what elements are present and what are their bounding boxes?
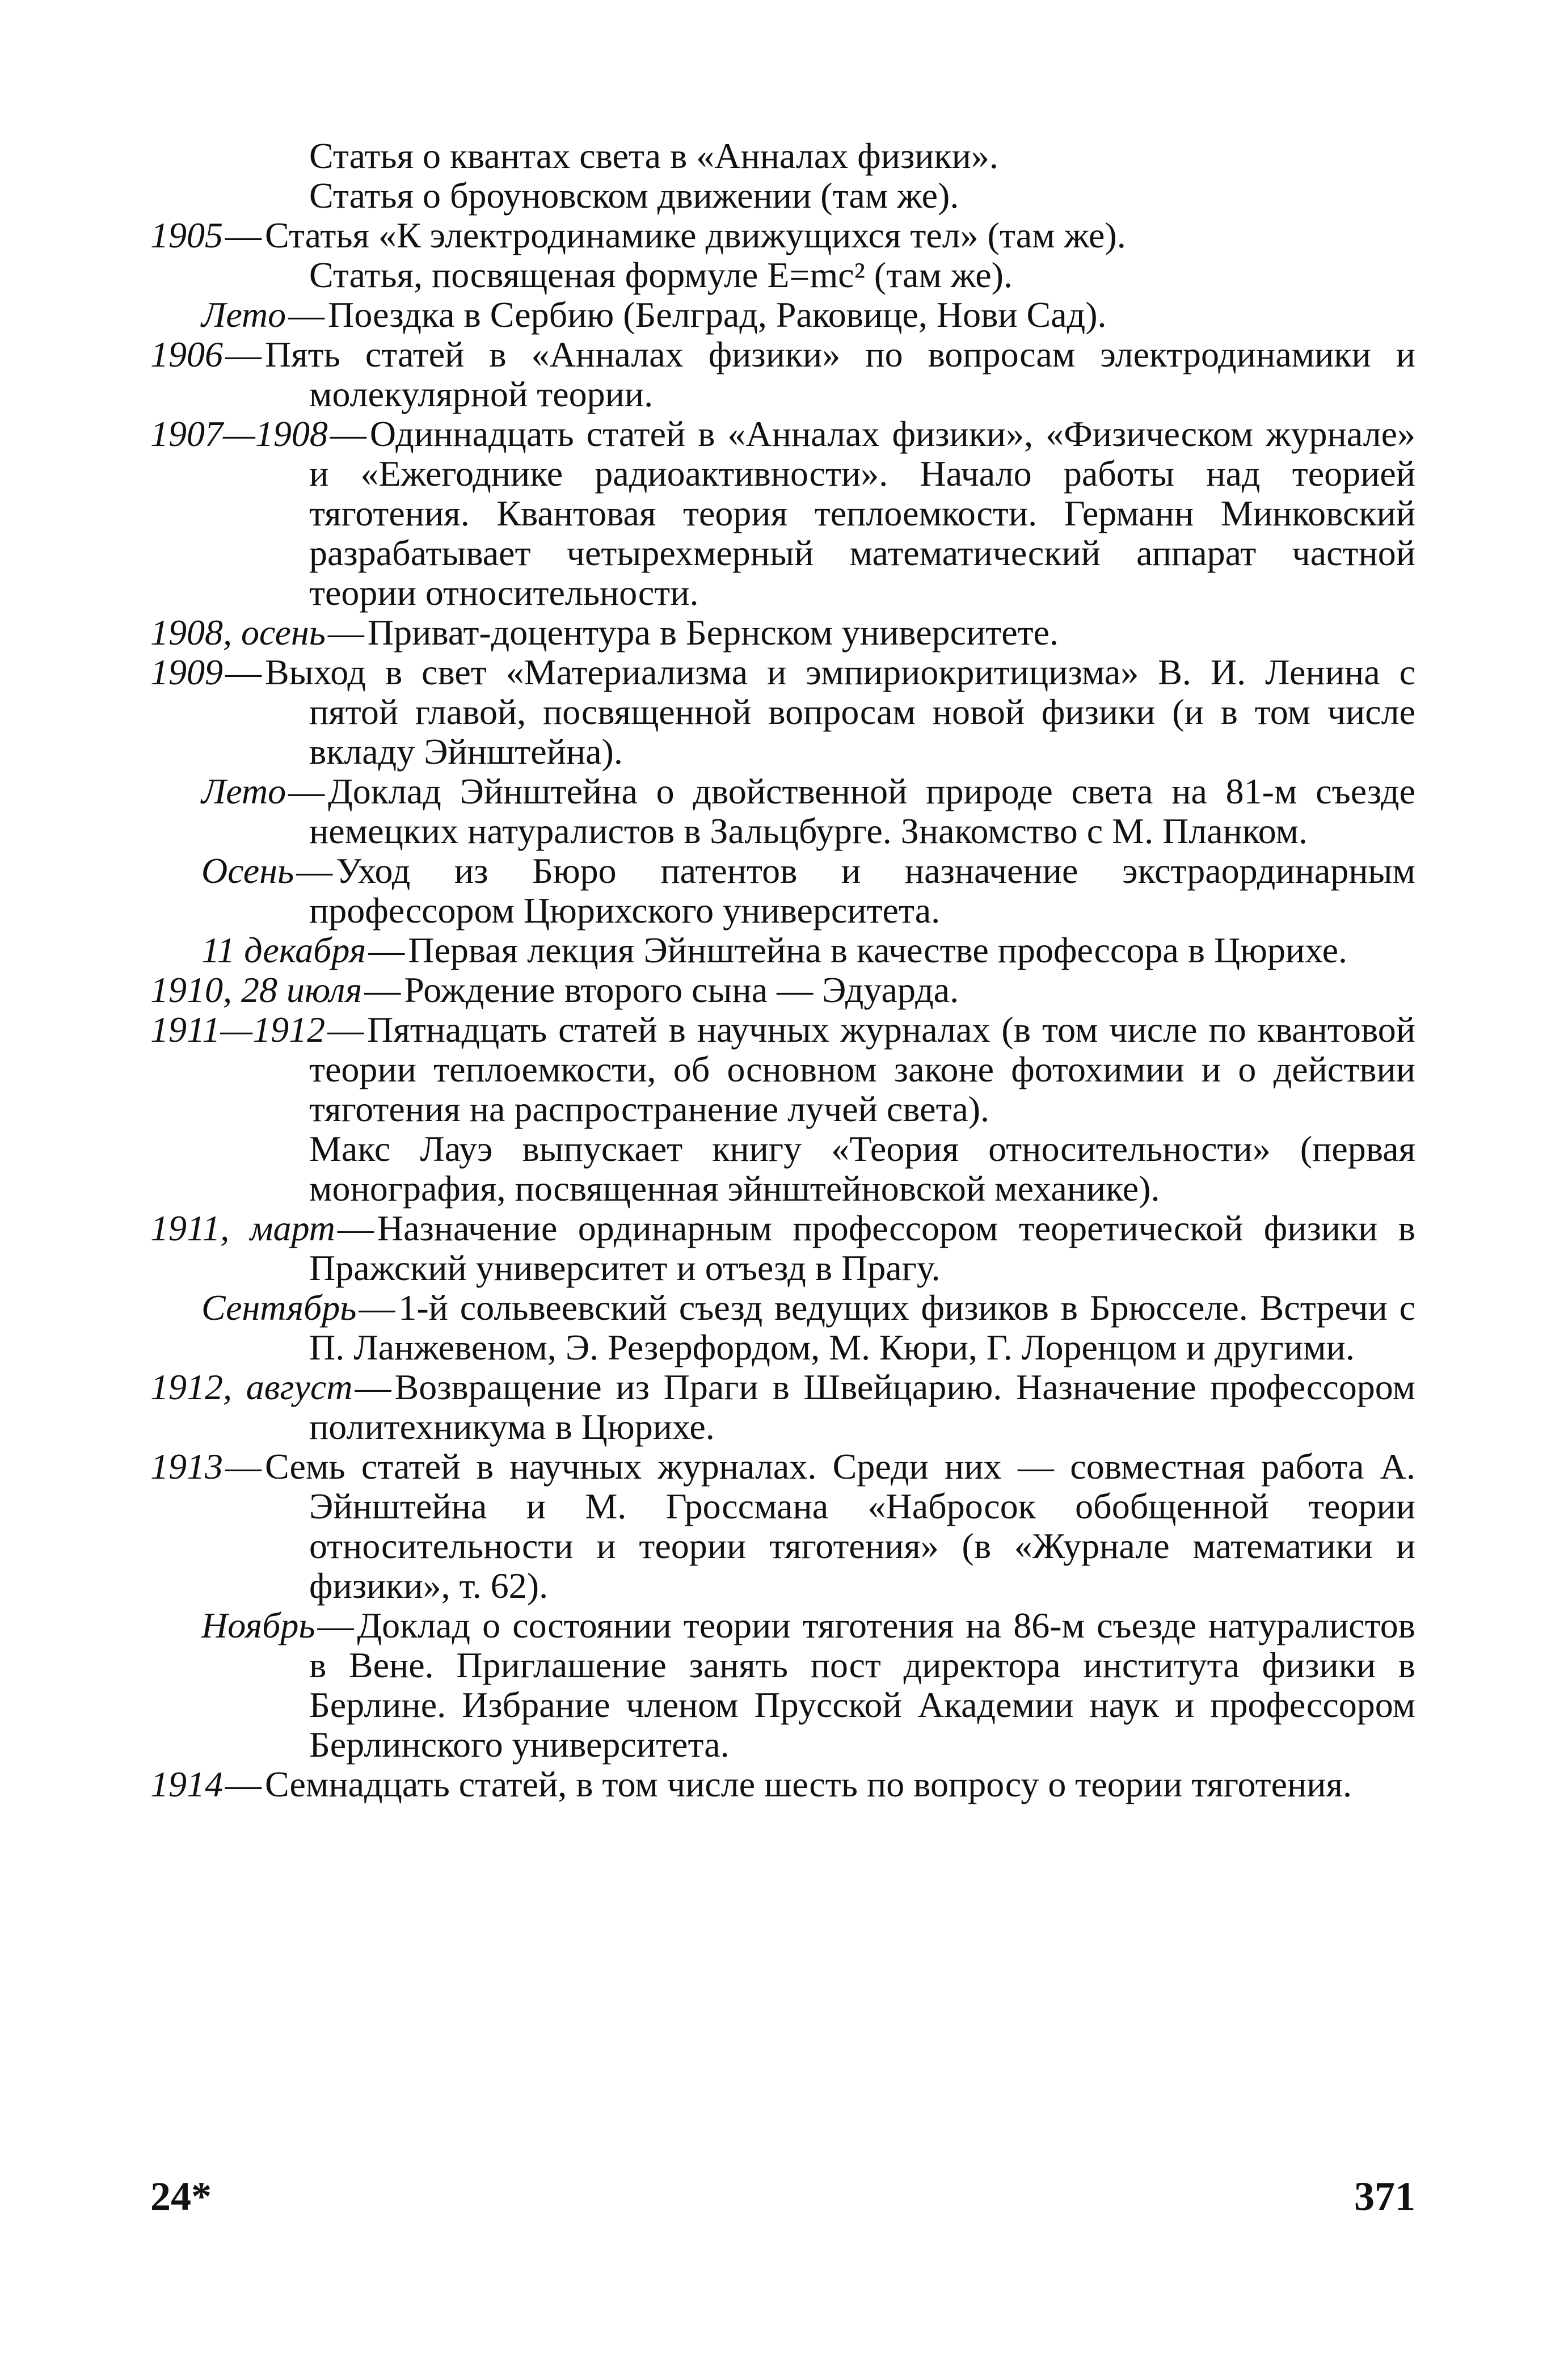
entry-text: Поездка в Сербию (Белград, Раковице, Нови Сад).	[328, 294, 1107, 335]
chronology-entry	[150, 1606, 1415, 1765]
dash-separator: —	[225, 1446, 262, 1487]
entry-text: Доклад Эйнштейна о двойственной природе света на 81-м съезде немецких натуралистов в Зальцбурге. Знакомство с М. Планком.	[309, 771, 1415, 851]
dash-separator: —	[225, 1764, 262, 1804]
entry-text: Назначение ординарным профессором теоретической физики в Пражский университет и отъезд в Прагу.	[309, 1208, 1415, 1288]
entry-text: Приват-доцентура в Бернском университете.	[367, 612, 1059, 653]
chronology-text	[150, 136, 1415, 1804]
chronology-entry	[150, 851, 1415, 931]
entry-text: Пятнадцать статей в научных журналах (в том числе по квантовой теории теплоемкости, об основном законе фотохимии и о действии тяготения на распространение лучей света).	[309, 1009, 1415, 1129]
dash-separator: —	[364, 970, 401, 1010]
entry-text: Одиннадцать статей в «Анналах физики», «Физическом журнале» и «Ежегоднике радиоактивности». Начало работы над теорией тяготения. Квантовая теория теплоемкости. Германн Минковский разрабатывает четырехмерный математический аппарат частной теории относительности.	[309, 414, 1415, 613]
chronology-entry	[150, 1367, 1415, 1447]
dash-separator: —	[368, 930, 405, 970]
entry-date: 1909	[150, 652, 223, 692]
entry-date: 11 декабря	[201, 930, 366, 970]
entry-text: Статья, посвященая формуле E=mc² (там же).	[309, 255, 1013, 295]
entry-text: Первая лекция Эйнштейна в качестве профессора в Цюрихе.	[408, 930, 1348, 970]
dash-separator: —	[327, 1009, 364, 1050]
entry-text: Рождение второго сына — Эдуарда.	[404, 970, 959, 1010]
entry-text: Пять статей в «Анналах физики» по вопросам электродинамики и молекулярной теории.	[265, 334, 1415, 414]
entry-date: Ноябрь	[201, 1605, 315, 1645]
chronology-entry	[150, 1288, 1415, 1367]
chronology-entry	[150, 613, 1415, 653]
entry-text: Семь статей в научных журналах. Среди них — совместная работа А. Эйнштейна и М. Гроссмана «Набросок обобщенной теории относительности и теории тяготения» (в «Журнале математики и физики», т. 62).	[265, 1446, 1415, 1606]
entry-text: Выход в свет «Материализма и эмпириокритицизма» В. И. Ленина с пятой главой, посвященной вопросам новой физики (и в том числе вкладу Эйнштейна).	[265, 652, 1415, 772]
entry-text: 1-й сольвеевский съезд ведущих физиков в Брюсселе. Встречи с П. Ланжевеном, Э. Резерфордом, М. Кюри, Г. Лоренцом и другими.	[309, 1287, 1415, 1367]
entry-date: 1906	[150, 334, 223, 374]
entry-date: Лето	[201, 771, 286, 811]
dash-separator: —	[330, 414, 366, 454]
chronology-entry	[150, 414, 1415, 613]
dash-separator: —	[359, 1287, 395, 1328]
entry-text: Доклад о состоянии теории тяготения на 86-м съезде натуралистов в Вене. Приглашение занять пост директора института физики в Берлине. Избрание членом Прусской Академии наук и профессором Берлинского университета.	[309, 1605, 1415, 1765]
entry-date: 1913	[150, 1446, 223, 1487]
entry-date: 1912, август	[150, 1367, 353, 1407]
chronology-entry	[150, 931, 1415, 970]
entry-date: 1911, март	[150, 1208, 335, 1248]
entry-date: 1908, осень	[150, 612, 326, 653]
dash-separator: —	[288, 771, 325, 811]
dash-separator: —	[327, 612, 364, 653]
chronology-entry	[150, 653, 1415, 772]
chronology-entry	[150, 772, 1415, 851]
entry-date: Осень	[201, 851, 294, 891]
dash-separator: —	[225, 215, 262, 255]
chronology-entry	[150, 255, 1415, 295]
chronology-entry	[150, 1447, 1415, 1606]
entry-text: Статья о квантах света в «Анналах физики».	[309, 136, 998, 176]
entry-text: Статья «К электродинамике движущихся тел» (там же).	[265, 215, 1126, 255]
entry-date: 1910, 28 июля	[150, 970, 363, 1010]
chronology-entry	[150, 136, 1415, 176]
entry-text: Статья о броуновском движении (там же).	[309, 175, 959, 216]
entry-date: 1914	[150, 1764, 223, 1804]
chronology-entry	[150, 176, 1415, 216]
chronology-entry	[150, 1209, 1415, 1288]
dash-separator: —	[296, 851, 333, 891]
entry-text: Семнадцать статей, в том числе шесть по вопросу о теории тяготения.	[265, 1764, 1352, 1804]
chronology-entry	[150, 1010, 1415, 1129]
dash-separator: —	[337, 1208, 374, 1248]
chronology-entry	[150, 1129, 1415, 1209]
chronology-entry	[150, 970, 1415, 1010]
entry-text: Макс Лауэ выпускает книгу «Теория относительности» (первая монография, посвященная эйнштейновской механике).	[309, 1129, 1415, 1209]
dash-separator: —	[225, 652, 262, 692]
entry-date: Сентябрь	[201, 1287, 357, 1328]
dash-separator: —	[288, 294, 325, 335]
chronology-entry	[150, 295, 1415, 335]
entry-date: 1911—1912	[150, 1009, 326, 1050]
chronology-entry	[150, 1765, 1415, 1804]
signature-mark: 24*	[150, 2174, 212, 2219]
entry-date: 1905	[150, 215, 223, 255]
chronology-entry	[150, 216, 1415, 255]
dash-separator: —	[225, 334, 262, 374]
entry-text: Уход из Бюро патентов и назначение экстраординарным профессором Цюрихского университета.	[309, 851, 1415, 931]
chronology-entry	[150, 335, 1415, 414]
dash-separator: —	[317, 1605, 354, 1645]
entry-date: 1907—1908	[150, 414, 328, 454]
page-number: 371	[1354, 2174, 1415, 2219]
entry-text: Возвращение из Праги в Швейцарию. Назначение профессором политехникума в Цюрихе.	[309, 1367, 1416, 1447]
dash-separator: —	[355, 1367, 391, 1407]
entry-date: Лето	[201, 294, 286, 335]
